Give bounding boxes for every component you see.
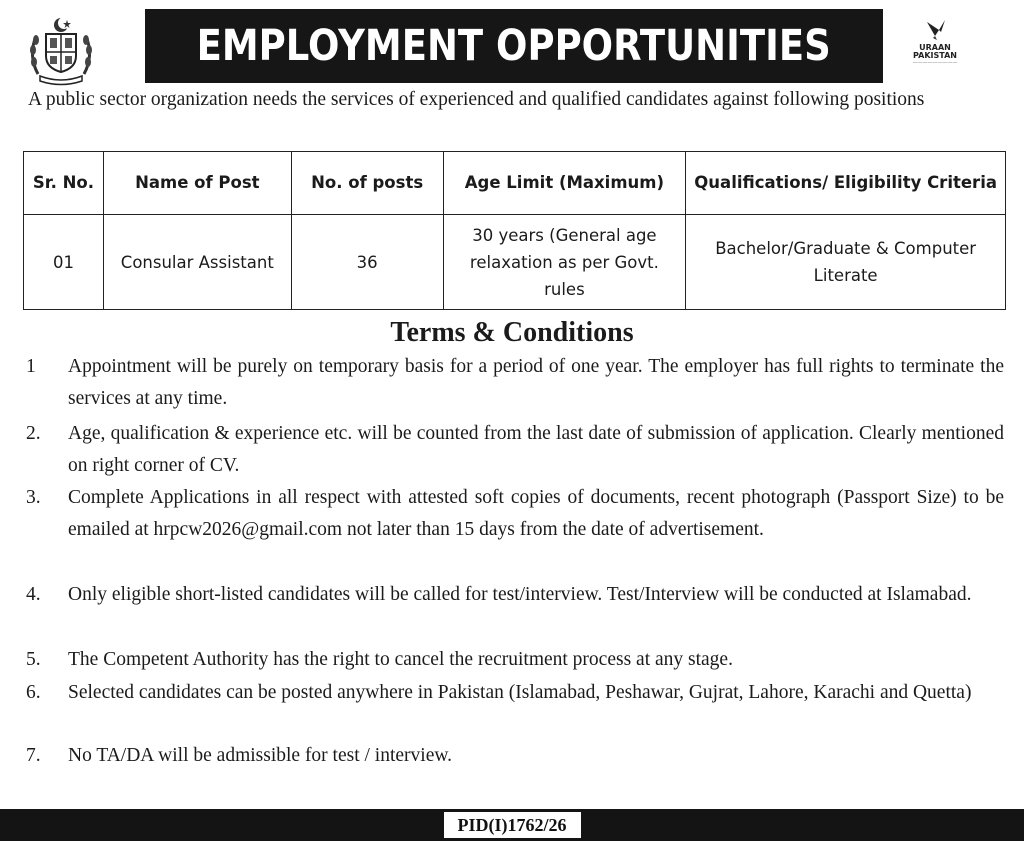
list-item	[0, 418, 1024, 482]
terms-heading: Terms & Conditions	[390, 317, 634, 348]
table-row	[24, 215, 1006, 310]
footer-bar	[0, 809, 1024, 841]
term-text: The Competent Authority has the right to cancel the recruitment process at any stage.	[68, 649, 733, 670]
page-title: EMPLOYMENT OPPORTUNITIES	[196, 21, 832, 71]
intro-paragraph: A public sector organization needs the services of experienced and qualified candidates against following positions	[28, 89, 925, 110]
cell-no-of-posts: 36	[291, 215, 443, 310]
positions-table	[23, 151, 1006, 310]
term-number: 5.	[26, 649, 41, 670]
cell-qualifications: Bachelor/Graduate & Computer Literate	[686, 215, 1006, 310]
terms-list	[0, 351, 1024, 772]
list-item	[0, 644, 1024, 677]
logo-line-2: PAKISTAN	[913, 51, 957, 60]
term-number: 7.	[26, 745, 41, 766]
positions-table-container	[23, 151, 1006, 310]
logo-tagline: —————————	[912, 60, 958, 66]
pid-number: PID(I)1762/26	[444, 812, 581, 838]
list-item	[0, 579, 1024, 644]
term-number: 4.	[26, 584, 41, 605]
cell-age-limit: 30 years (General age relaxation as per Govt. rules	[443, 215, 686, 310]
list-item	[0, 740, 1024, 772]
pakistan-state-emblem-icon	[26, 16, 96, 86]
list-item	[0, 482, 1024, 579]
term-number: 3.	[26, 487, 41, 508]
header-qualifications: Qualifications/ Eligibility Criteria	[686, 152, 1006, 215]
uraan-pakistan-bird-icon	[921, 16, 949, 44]
cell-sr-no: 01	[24, 215, 104, 310]
header-name-of-post: Name of Post	[103, 152, 291, 215]
uraan-pakistan-logo	[895, 16, 975, 76]
cell-name-of-post: Consular Assistant	[103, 215, 291, 310]
term-number: 1	[26, 356, 36, 377]
term-number: 2.	[26, 423, 41, 444]
header-age-limit: Age Limit (Maximum)	[443, 152, 686, 215]
term-text: Complete Applications in all respect with attested soft copies of documents, recent photograph (Passport Size) to be emailed at hrpcw2026@gmail.com not later than 15 days from the date of advertisement.	[68, 487, 1004, 540]
term-text: Only eligible short-listed candidates will be called for test/interview. Test/Interview will be conducted at Islamabad.	[68, 584, 972, 605]
list-item	[0, 677, 1024, 740]
logo-line-1: URAAN	[919, 43, 951, 52]
ad-header	[0, 0, 1024, 88]
table-header-row	[24, 152, 1006, 215]
title-banner	[145, 9, 883, 83]
term-number: 6.	[26, 682, 41, 703]
term-text: Appointment will be purely on temporary basis for a period of one year. The employer has full rights to terminate the services at any time.	[68, 356, 1004, 409]
header-sr-no: Sr. No.	[24, 152, 104, 215]
list-item	[0, 351, 1024, 418]
term-text: Selected candidates can be posted anywhere in Pakistan (Islamabad, Peshawar, Gujrat, Lahore, Karachi and Quetta)	[68, 682, 972, 703]
term-text: No TA/DA will be admissible for test / interview.	[68, 745, 453, 766]
term-text: Age, qualification & experience etc. will be counted from the last date of submission of application. Clearly mentioned on right corner of CV.	[68, 423, 1004, 476]
header-no-of-posts: No. of posts	[291, 152, 443, 215]
